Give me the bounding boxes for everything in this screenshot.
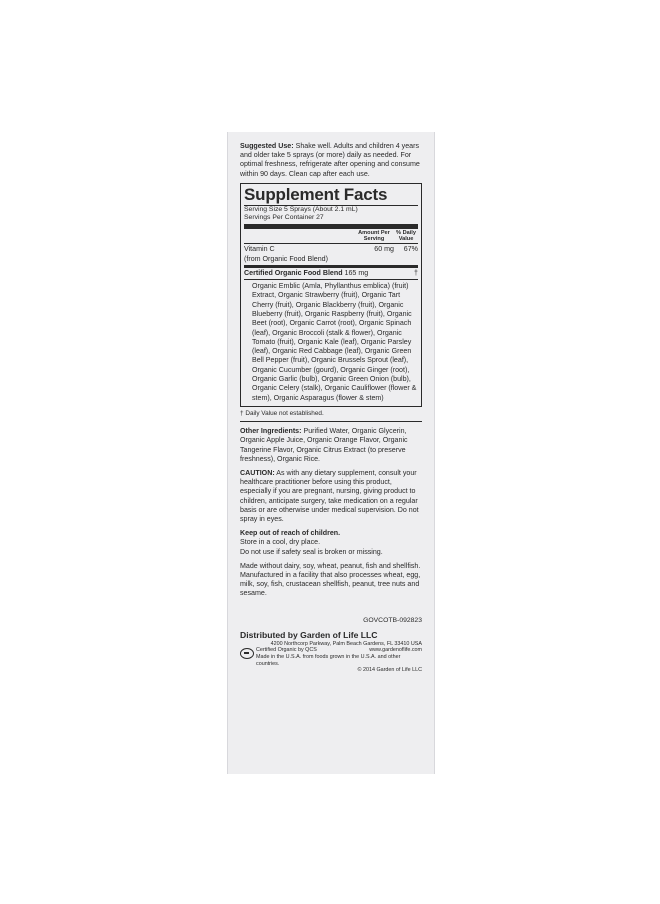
divider-thin <box>244 243 418 244</box>
suggested-use-heading: Suggested Use: <box>240 142 294 150</box>
servings-per-container: Servings Per Container 27 <box>244 214 324 222</box>
keep-out-of-reach: Keep out of reach of children. <box>240 529 341 538</box>
certification-block <box>240 647 422 673</box>
label-panel <box>227 132 435 774</box>
food-blend-ingredients: Organic Emblic (Amla, Phyllanthus emblica) (fruit) Extract, Organic Strawberry (fruit), Organic Tart Cherry (fruit), Organic Blackberry (fruit), Organic Blueberry (fruit), Organic Raspberry (fruit), Organic Beet (root), Organic Carrot (root), Organic Spinach (leaf), Organic Broccoli (stalk & flower), Organic Tomato (fruit), Organic Kale (leaf), Organic Parsley (leaf), Organic Red Cabbage (leaf), Organic Green Bell Pepper (fruit), Organic Brussels Sprout (leaf), Organic Cucumber (gourd), Organic Ginger (root), Organic Garlic (bulb), Organic Green Onion (bulb), Organic Celery (stalk), Organic Cauliflower (flower & stem), Organic Asparagus (flower & stem) <box>252 282 417 402</box>
vitamin-c-dv: 67% <box>403 245 418 254</box>
caution-heading: CAUTION: <box>240 468 275 477</box>
caution <box>240 469 422 524</box>
made-in-usa: Made in the U.S.A. from foods grown in the U.S.A. and other countries. <box>256 653 401 667</box>
other-ingredients-heading: Other Ingredients: <box>240 427 302 436</box>
lot-code: GOVCOTB-092823 <box>363 616 422 624</box>
vitamin-c-amount: 60 mg <box>374 245 394 254</box>
amount-per-serving-header: Amount Per Serving <box>358 229 390 243</box>
storage-line-1: Store in a cool, dry place. <box>240 538 321 547</box>
divider-medium <box>244 265 418 268</box>
divider-thin-2 <box>244 279 418 280</box>
copyright: © 2014 Garden of Life LLC <box>357 667 422 674</box>
website-link[interactable]: www.gardenoflife.com <box>369 647 422 654</box>
other-ingredients <box>240 427 422 464</box>
caution-text: As with any dietary supplement, consult your healthcare practitioner before using this product, especially if you are pregnant, nursing, giving product to children, anticipate surgery, take medication on a regular basis or are otherwise under medical supervision. Do not spray in eyes. <box>240 468 419 523</box>
food-blend-row <box>244 269 418 278</box>
footnote-divider <box>240 421 422 422</box>
label-content <box>240 142 422 674</box>
column-headers <box>244 230 418 243</box>
daily-value-header: % Daily Value <box>396 229 416 243</box>
vitamin-c-name: Vitamin C <box>244 245 275 254</box>
vitamin-c-row <box>244 245 418 263</box>
daily-value-footnote: † Daily Value not established. <box>240 409 324 417</box>
serving-size: Serving Size 5 Sprays (About 2.1 mL) <box>244 205 358 213</box>
other-ingredients-text: Purified Water, Organic Glycerin, Organic Apple Juice, Organic Orange Flavor, Organic Tangerine Flavor, Organic Citrus Extract (to preserve freshness), Organic Rice. <box>240 427 408 463</box>
food-blend-amount: 165 mg <box>344 268 369 277</box>
suggested-use-text: Shake well. Adults and children 4 years and older take 5 sprays (or more) daily as needed. For optimal freshness, refrigerate after opening and consume within 90 days. Clean cap after each use. <box>240 142 420 178</box>
suggested-use <box>240 142 422 179</box>
qai-logo-icon <box>240 648 254 659</box>
storage-line-2: Do not use if safety seal is broken or missing. <box>240 547 383 556</box>
distributor-address: 4200 Northcorp Parkway, Palm Beach Gardens, FL 33410 USA <box>270 640 422 647</box>
certified-organic: Certified Organic by QCS <box>256 647 317 654</box>
distributor-title: Distributed by Garden of Life LLC <box>240 629 378 640</box>
divider-thick <box>244 224 418 229</box>
food-blend-dv: † <box>414 268 418 277</box>
vitamin-c-source: (from Organic Food Blend) <box>244 254 328 263</box>
supplement-facts-box <box>240 183 422 407</box>
supplement-facts-title: Supplement Facts <box>244 186 418 206</box>
food-blend-name: Certified Organic Food Blend <box>244 268 343 277</box>
storage-section <box>240 529 422 557</box>
allergen-statement: Made without dairy, soy, wheat, peanut, fish and shellfish. Manufactured in a facility that also processes wheat, egg, milk, soy, fish, crustacean shellfish, peanut, tree nuts and sesame. <box>240 561 421 598</box>
